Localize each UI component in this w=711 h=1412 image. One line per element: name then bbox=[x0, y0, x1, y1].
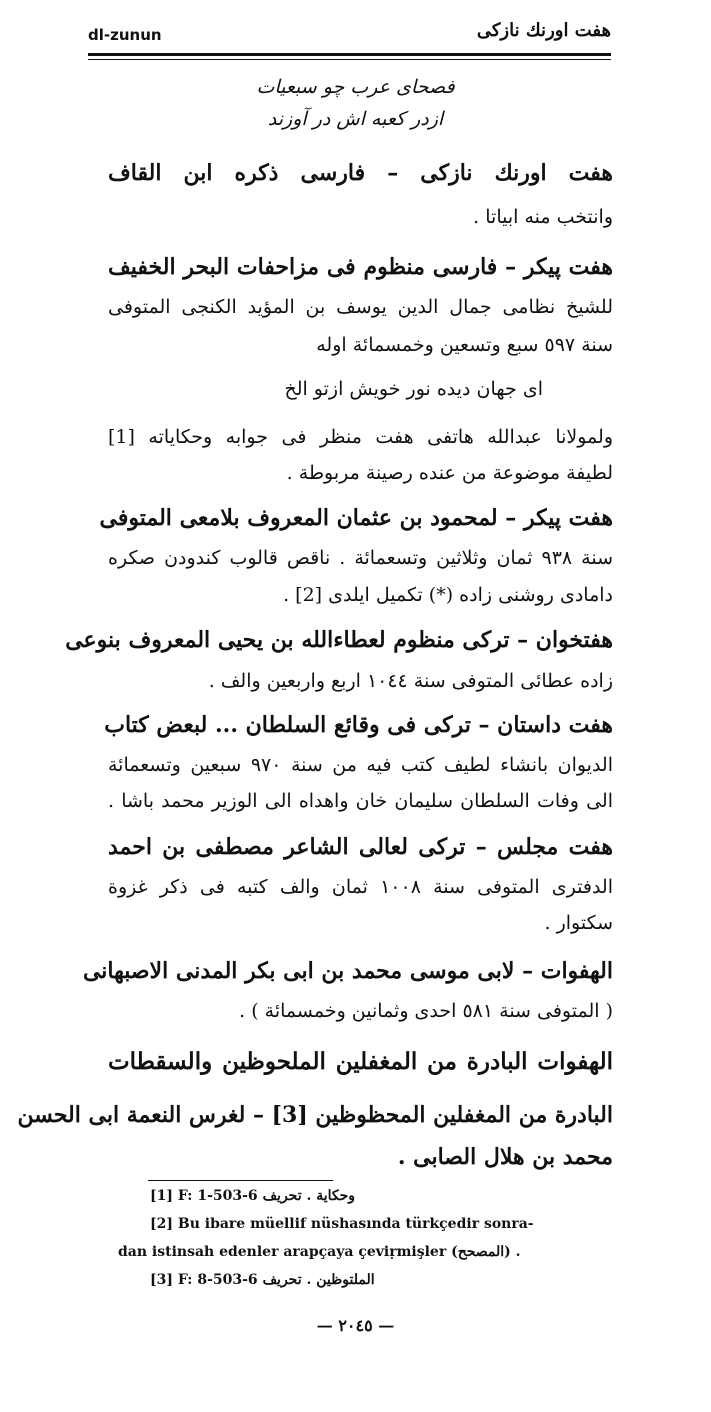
footnote-1-ref: [1] F: 1-503-6 bbox=[150, 1188, 258, 1204]
header-right-title: هفت اورنك نازكى bbox=[476, 20, 611, 41]
footnote-2-arabic: المصحح bbox=[457, 1244, 505, 1260]
entry-line: ( المتوفى سنة ٥٨١ احدى وثمانين وخمسمائة ) . bbox=[239, 1000, 613, 1022]
footnote-2-end: ) . bbox=[504, 1244, 521, 1260]
footnote-3-arabic: الملتوظين . تحريف bbox=[262, 1272, 375, 1288]
entry-line: دامادى روشنى زاده (*) تكميل ايلدى [2] . bbox=[283, 584, 613, 606]
entry-line: لطيفة موضوعة من عنده رصينة مربوطة . bbox=[286, 462, 613, 484]
entry-line: للشيخ نظامى جمال الدين يوسف بن المؤيد الكنجى المتوفى bbox=[108, 296, 613, 318]
entry-line: هفت مجلس – تركى لعالى الشاعر مصطفى بن احمد bbox=[108, 834, 613, 860]
verse-line: فصحاى عرب چو سبعيات bbox=[256, 76, 455, 98]
entry-line: هفت پيكر – فارسى منظوم فى مزاحفات البحر الخفيف bbox=[108, 254, 613, 280]
page-number: — ٢٠٤٥ — bbox=[316, 1316, 395, 1335]
entry-line: سنة ٥٩٧ سبع وتسعين وخمسمائة اوله bbox=[316, 334, 613, 356]
footnote-1-arabic: وحكاية . تحريف bbox=[262, 1188, 356, 1204]
entry-line: الهفوات – لابى موسى محمد بن ابى بكر المدنى الاصبهانى bbox=[82, 958, 613, 984]
footnote-3 bbox=[150, 1272, 611, 1288]
entry-line: هفتخوان – تركى منظوم لعطاءالله بن يحيى المعروف بنوعى bbox=[65, 627, 613, 653]
entry-line: اى جهان ديده نور خويش ازتو الخ bbox=[284, 378, 543, 400]
footnote-rule bbox=[148, 1180, 333, 1181]
entry-line: زاده عطائى المتوفى سنة ١٠٤٤ اربع واربعين والف . bbox=[208, 670, 613, 692]
entry-line: ولمولانا عبدالله هاتفى هفت منظر فى جوابه وحكاياته [1] bbox=[108, 426, 613, 448]
footnote-3-ref: [3] F: 8-503-6 bbox=[150, 1272, 258, 1288]
entry-line: وانتخب منه ابياتا . bbox=[473, 206, 613, 228]
footnote-2-text: dan istinsah edenler arapçaya çeviṛmişler ( bbox=[118, 1244, 458, 1260]
entry-line: الدفترى المتوفى سنة ١٠٠٨ ثمان والف كتبه فى ذكر غزوة bbox=[108, 876, 613, 898]
header-rule-thin bbox=[88, 59, 611, 60]
entry-line: هفت داستان – تركى فى وقائع السلطان ... لبعض كتاب bbox=[104, 712, 613, 738]
entry-line: الديوان بانشاء لطيف كتب فيه من سنة ٩٧٠ سبعين وتسعمائة bbox=[108, 754, 613, 776]
entry-line: الهفوات البادرة من المغفلين الملحوظين والسقطات bbox=[108, 1048, 613, 1075]
header-left-title: dl-zunun bbox=[88, 26, 162, 44]
entry-line: هفت پيكر – لمحمود بن عثمان المعروف بلامعى المتوفى bbox=[99, 505, 613, 531]
running-header bbox=[88, 20, 611, 54]
entry-line: محمد بن هلال الصابى . bbox=[397, 1144, 613, 1170]
entry-line: الى وفات السلطان سليمان خان واهداه الى الوزير محمد باشا . bbox=[108, 790, 613, 812]
entry-line: سنة ٩٣٨ ثمان وثلاثين وتسعمائة . ناقص قالوب كندودن صكره bbox=[108, 547, 613, 569]
entry-line: سكتوار . bbox=[544, 912, 613, 934]
footnote-2: [2] Bu ibare müellif nüshasında türkçedir sonra- bbox=[150, 1216, 534, 1232]
footnote-1 bbox=[150, 1188, 611, 1204]
verse-line: ازدر كعبه اش در آوزند bbox=[267, 108, 444, 130]
entry-line: هفت اورنك نازكى – فارسى ذكره ابن القاف bbox=[108, 160, 613, 186]
footnote-2-continued bbox=[118, 1244, 611, 1260]
header-rule-thick bbox=[88, 53, 611, 56]
entry-line: البادرة من المغفلين المحظوظين [3] – لغرس النعمة ابى الحسن bbox=[17, 1102, 613, 1128]
